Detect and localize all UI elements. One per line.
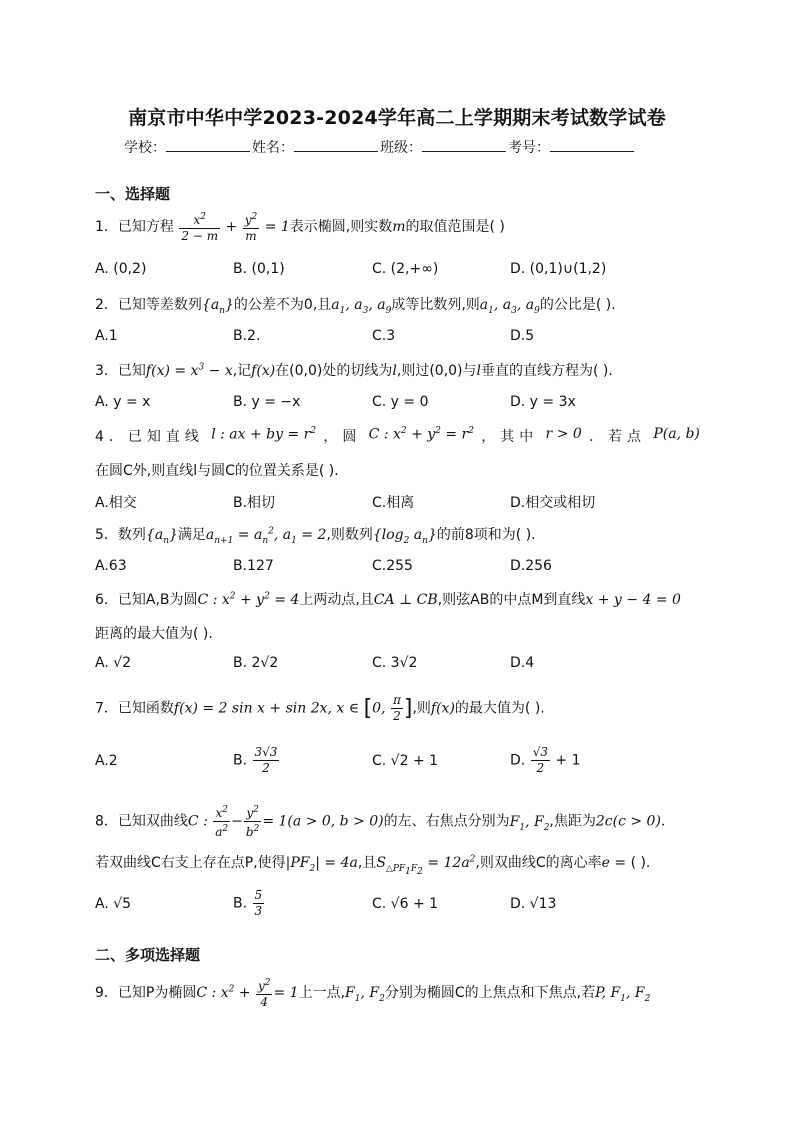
q6-option-c[interactable]: C. 3√2 xyxy=(372,655,418,671)
q8-option-c[interactable]: C. √6 + 1 xyxy=(372,896,439,912)
q2-option-b[interactable]: B.2. xyxy=(233,328,261,344)
question-6-line-1: 6．已知A,B为圆C : $x^2 + y^2 = 4$上两动点,且CA ⊥ CB,则弦AB的中点M到直线x + y − 4 = 0 xyxy=(95,591,681,608)
section-heading-2: 二、多项选择题 xyxy=(95,946,201,964)
q8-option-b[interactable]: B. $\frac{5}{3}$ xyxy=(233,888,263,918)
q7-option-c[interactable]: C. √2 + 1 xyxy=(372,753,439,769)
q8-option-a[interactable]: A. √5 xyxy=(95,896,132,912)
q3-option-d[interactable]: D. y = 3x xyxy=(510,394,576,410)
q7-option-d[interactable]: D. $\frac{√3}{2}$ + 1 xyxy=(510,745,581,775)
section-heading-1: 一、选择题 xyxy=(95,185,171,203)
number-blank[interactable] xyxy=(550,139,634,152)
q1-option-d[interactable]: D. (0,1)∪(1,2) xyxy=(510,261,607,277)
student-info-line xyxy=(124,137,636,157)
question-8-line-2: 若双曲线C右支上存在点P,使得$|PF_2| = 4a$,且$S_{\triangle PF_1F_2} = 12a^2$,则双曲线C的离心率e = ( ). xyxy=(95,854,651,877)
question-7: 7．已知函数f(x) = 2 sin x + sin 2x, x ∈ [0, $\frac{\pi}{2}$ ],则f(x)的最大值为( ). xyxy=(95,693,545,723)
question-3: 3．已知$f(x) = x^3 - x$,记f(x)在(0,0)处的切线为l,则过(0,0)与l垂直的直线方程为( ). xyxy=(95,362,613,379)
q3-option-b[interactable]: B. y = −x xyxy=(233,394,301,410)
q1-option-b[interactable]: B. (0,1) xyxy=(233,261,285,277)
q6-option-b[interactable]: B. 2√2 xyxy=(233,655,279,671)
question-8-line-1: 8．已知双曲线C : $\frac{x^2}{a^2}$ − $\frac{y^2}{b^2}$ = 1(a > 0, b > 0)的左、右焦点分别为$F_1$, $F_2$,焦距为2c(c > 0). xyxy=(95,805,666,839)
q7-option-a[interactable]: A.2 xyxy=(95,753,118,769)
q1-option-c[interactable]: C. (2,+∞) xyxy=(372,261,439,277)
q4-option-a[interactable]: A.相交 xyxy=(95,495,137,511)
name-blank[interactable] xyxy=(294,139,378,152)
q6-option-d[interactable]: D.4 xyxy=(510,655,535,671)
q1-option-a[interactable]: A. (0,2) xyxy=(95,261,147,277)
school-label: 学校： xyxy=(124,140,166,156)
q5-option-a[interactable]: A.63 xyxy=(95,558,127,574)
number-label: 考号： xyxy=(508,140,550,156)
page-title: 南京市中华中学2023-2024学年高二上学期期末考试数学试卷 xyxy=(128,107,666,129)
q5-option-b[interactable]: B.127 xyxy=(233,558,274,574)
school-blank[interactable] xyxy=(166,139,250,152)
question-4-line-1: 4．已知直线 l : ax + by = $r^2$ ，圆 C : $x^2 + y^2 = r^2$ ，其中 r > 0 ．若点 P(a, b) xyxy=(95,426,700,445)
class-blank[interactable] xyxy=(422,139,506,152)
q2-option-a[interactable]: A.1 xyxy=(95,328,118,344)
q8-option-d[interactable]: D. √13 xyxy=(510,896,557,912)
question-4-line-2: 在圆C外,则直线l与圆C的位置关系是( ). xyxy=(95,463,339,479)
q7-option-b[interactable]: B. $\frac{3√3}{2}$ xyxy=(233,745,278,775)
q5-option-d[interactable]: D.256 xyxy=(510,558,552,574)
q3-option-c[interactable]: C. y = 0 xyxy=(372,394,429,410)
q2-option-c[interactable]: C.3 xyxy=(372,328,396,344)
question-5: 5．数列$\{a_n\}$满足$a_{n+1} = a_n^2$, $a_1 = 2$,则数列{$\log_2$ $a_n$}的前8项和为( ). xyxy=(95,526,536,546)
question-9: 9．已知P为椭圆C : $x^2$ + $\frac{y^2}{4}$ = 1上一点$,F_1$, $F_2$分别为椭圆C的上焦点和下焦点,若P, $F_1$, $F_2$ xyxy=(95,978,651,1009)
question-6-line-2: 距离的最大值为( ). xyxy=(95,626,213,642)
class-label: 班级： xyxy=(380,140,422,156)
question-1: 1．已知方程 $\frac{x^2}{2 - m}$ + $\frac{y^2}{m}$ = 1表示椭圆,则实数m的取值范围是( ) xyxy=(95,212,505,243)
q6-option-a[interactable]: A. √2 xyxy=(95,655,132,671)
name-label: 姓名： xyxy=(252,140,294,156)
q4-option-c[interactable]: C.相离 xyxy=(372,495,415,511)
q2-option-d[interactable]: D.5 xyxy=(510,328,535,344)
question-2: 2．已知等差数列$\{a_n\}$的公差不为0,且$a_1$, $a_3$, $a_9$成等比数列,则$a_1$, $a_3$, $a_9$的公比是( ). xyxy=(95,297,616,316)
q3-option-a[interactable]: A. y = x xyxy=(95,394,151,410)
q4-option-b[interactable]: B.相切 xyxy=(233,495,276,511)
q5-option-c[interactable]: C.255 xyxy=(372,558,413,574)
q4-option-d[interactable]: D.相交或相切 xyxy=(510,495,596,511)
